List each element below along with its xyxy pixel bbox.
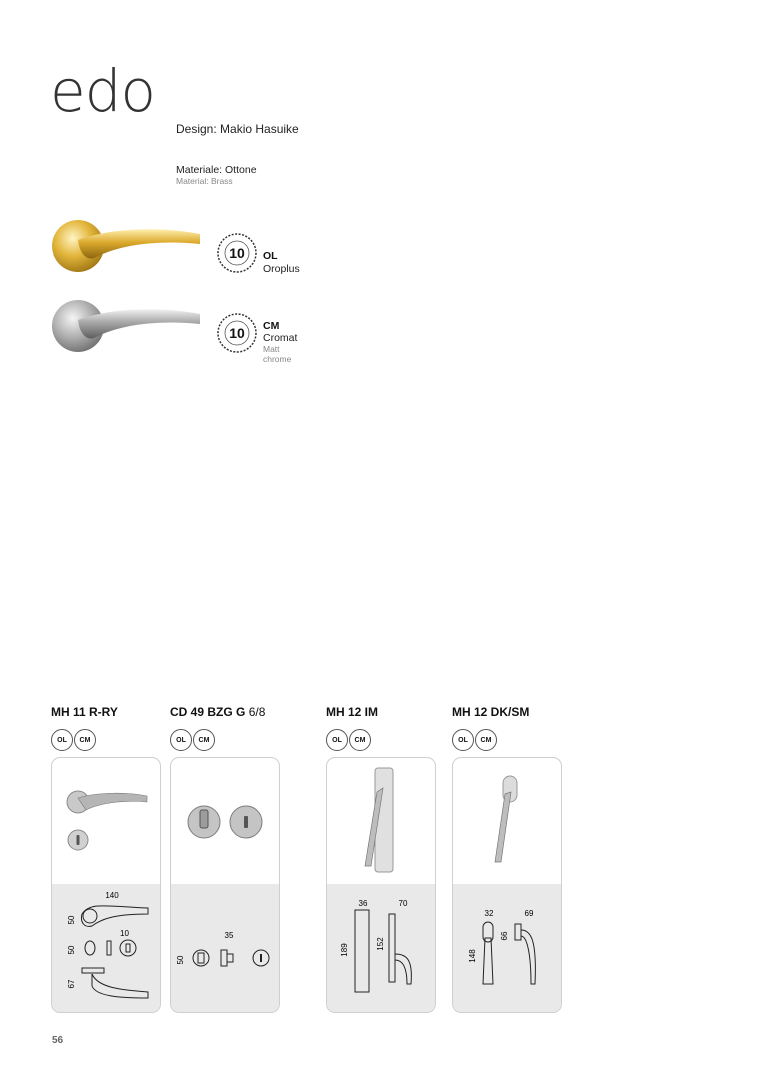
finish-name-english: Matt chrome [263,344,292,364]
finish-options [326,729,372,751]
finish-chip-cm: CM [349,729,371,751]
tilt-turn-window-handle-photo [453,758,561,884]
svg-text:36: 36 [358,899,368,908]
finish-options [170,729,216,751]
svg-text:189: 189 [340,943,349,957]
window-handle-photo [327,758,435,884]
technical-drawing [52,884,160,1012]
svg-text:69: 69 [524,909,534,918]
svg-text:67: 67 [67,979,76,989]
product-card [452,757,562,1013]
svg-text:10: 10 [229,245,245,261]
finish-options [452,729,498,751]
finish-chip-ol: OL [170,729,192,751]
finish-chip-ol: OL [452,729,474,751]
technical-drawing [453,884,561,1012]
chrome-lever-handle-image [50,298,210,358]
svg-text:50: 50 [67,915,76,925]
finish-code: OL [263,250,278,262]
svg-text:50: 50 [67,945,76,955]
product-card [326,757,436,1013]
product-card [51,757,161,1013]
material-italian: Materiale: Ottone [176,164,257,176]
gold-lever-handle-image [50,218,210,278]
finish-chip-cm: CM [475,729,497,751]
svg-text:70: 70 [398,899,408,908]
svg-text:140: 140 [105,891,119,900]
finish-chip-cm: CM [193,729,215,751]
product-card [170,757,280,1013]
finish-chip-ol: OL [51,729,73,751]
technical-drawing [171,884,279,1012]
finish-chip-ol: OL [326,729,348,751]
svg-text:32: 32 [484,909,494,918]
page-number: 56 [52,1035,64,1046]
privacy-turn-and-release-photo [171,758,279,884]
product-code: MH 11 R-RY [51,705,118,719]
material-english: Material: Brass [176,176,233,186]
svg-text:10: 10 [229,325,245,341]
ten-year-guarantee-seal-icon [216,312,258,354]
finish-options [51,729,97,751]
finish-name: Cromat [263,332,298,344]
collection-title: edo [50,57,155,125]
svg-text:35: 35 [224,931,234,940]
product-code: MH 12 IM [326,705,379,719]
technical-drawing [327,884,435,1012]
product-code: MH 12 DK/SM [452,705,530,719]
product-code: CD 49 BZG G 6/8 [170,705,266,719]
finish-chip-cm: CM [74,729,96,751]
svg-text:10: 10 [120,929,129,938]
designer-credit: Design: Makio Hasuike [176,122,299,136]
lever-and-keyhole-photo [52,758,160,884]
svg-text:148: 148 [468,949,477,963]
finish-name: Oroplus [263,263,300,275]
svg-text:66: 66 [500,931,509,941]
svg-text:152: 152 [376,937,385,951]
ten-year-guarantee-seal-icon [216,232,258,274]
finish-code: CM [263,320,280,332]
svg-text:50: 50 [176,955,185,965]
